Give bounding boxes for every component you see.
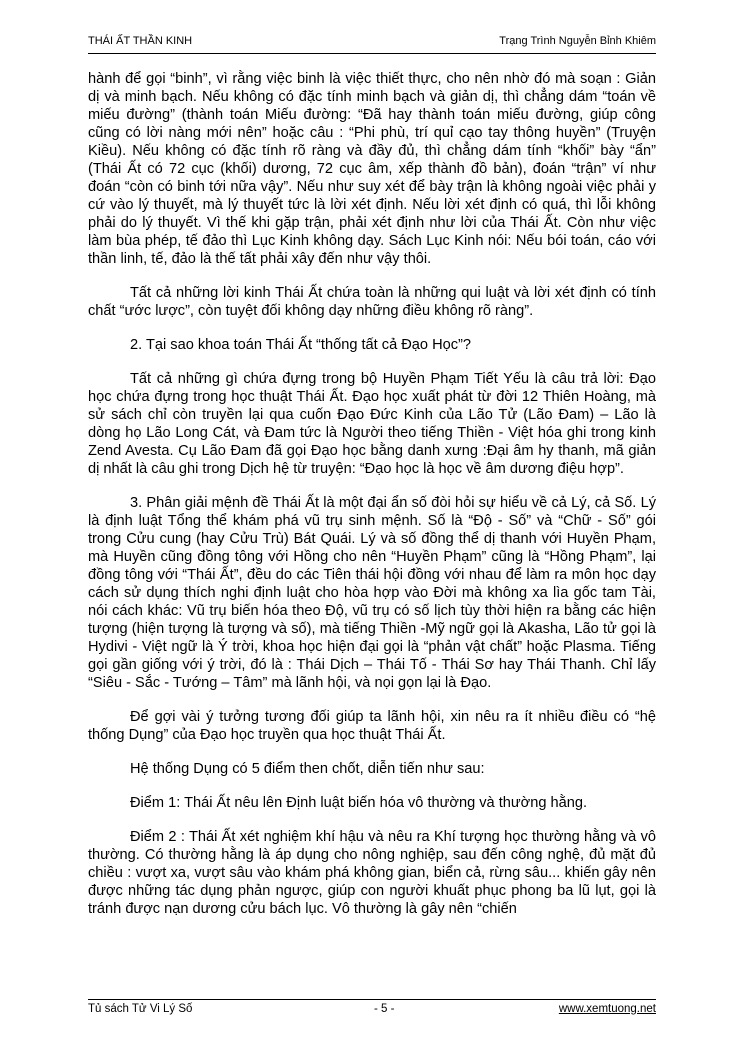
footer-collection: Tủ sách Tử Vi Lý Số (88, 1003, 193, 1015)
header-book-title: THÁI ẤT THẦN KINH (88, 35, 193, 47)
header-author: Trạng Trình Nguyễn Bỉnh Khiêm (499, 35, 656, 47)
paragraph: Hệ thống Dụng có 5 điểm then chốt, diễn tiến như sau: (130, 761, 485, 777)
page-footer (88, 999, 656, 1020)
paragraph: hành để gọi “binh”, vì rằng việc binh là việc thiết thực, cho nên nhờ đó mà soạn : Giản dị và minh bạch. Nếu không có đặc tính minh bạch và giản dị, thì chẳng dám “toán về miếu đường” (thành toán Miếu đường: “Đã hay thành toán miếu đường, giúp công cũng có lời nàng mới nên” hoặc câu : “Phi phù, trí quỉ cạo tay thông huyền” (Truyện Kiều). Nếu không có đặc tính rõ ràng và đầy đủ, thì chẳng dám tính “khối” bày “ẩn” (Thái Ất có 72 cục (khối) dương, 72 cục âm, xếp thành đồ bản), đoán “trận” ví như đoán “còn có binh tới nữa vậy”. Nếu như suy xét để bày trận là không ngoài việc phải y cứ vào lý thuyết, mà lý thuyết tức là lời xét định. Nếu lời xét định có quá, thì lỗi không phải do lý thuyết. Vì thế khi gặp trận, phải xét định như lời của Thái Ất. Còn như việc làm bùa phép, tế đảo thì Lục Kinh không dạy. Sách Lục Kinh nói: Nếu bói toán, cáo với thần linh, tế, đảo là thế tất phải xây đến như vậy thôi. (88, 71, 656, 267)
paragraph: 3. Phân giải mệnh đề Thái Ất là một đại ẩn số đòi hỏi sự hiểu về cả Lý, cả Số. Lý là định luật Tổng thể khám phá vũ trụ sinh mệnh. Số là “Độ - Số” và “Chữ - Số” gói trong Cửu cung (hay Cửu Trù) Bát Quái. Lý và số đồng thể dị thanh với Huyền Phạm, mà Huyền cũng đồng tông với Hồng cho nên “Huyền Phạm” cũng là “Hồng Phạm”, lại đồng tông với “Thái Ất”, đều do các Tiên thái hội đồng với nhau để làm ra môn học dạy cách sử dụng thích nghi định luật cho hòa hợp vào Đời mà không xa lìa gốc tam Tài, nói cách khác: Vũ trụ biến hóa theo Độ, vũ trụ có số lịch tùy thời hiện ra bằng các hiện tượng (hiện tượng là tượng và số), mà tiếng Thiền -Mỹ ngữ gọi là Akasha, Lão tử gọi là Hydivi - Việt ngữ là Ý trời, khoa học hiện đại gọi là “phản vật chất” hoặc Plasma. Tiếng gọi gần giống với ý trời, đó là : Thái Dịch – Thái Tố - Thái Sơ hay Thái Thanh. Chỉ lấy “Siêu - Sắc - Tướng – Tâm” mà lãnh hội, và nọi gọn lại là Đạo. (88, 495, 656, 691)
paragraph: Tất cả những gì chứa đựng trong bộ Huyền Phạm Tiết Yếu là câu trả lời: Đạo học chứa đựng trong học thuật Thái Ất. Đạo học xuất phát từ đời 12 Thiên Hoàng, mà sử sách chỉ còn truyền lại qua cuốn Đạo Đức Kinh của Lão Tử (Lão Đam) – Lão là dòng họ Lão Long Cát, và Đam tức là Người theo tiếng Thiền - Việt hóa ghi trong kinh Zend Avesta. Cụ Lão Đam đã gọi Đạo học bằng danh xưng :Đại âm hy thanh, mã giản dị nhất là câu ghi trong Dịch hệ từ truyện: “Đạo học là học về âm dương điệu hợp”. (88, 371, 656, 477)
page-body (88, 70, 656, 934)
section-heading: 2. Tại sao khoa toán Thái Ất “thống tất cả Đạo Học”? (130, 337, 471, 353)
paragraph: Điểm 1: Thái Ất nêu lên Định luật biến hóa vô thường và thường hằng. (130, 795, 588, 811)
page-number: - 5 - (374, 1003, 395, 1015)
paragraph: Điểm 2 : Thái Ất xét nghiệm khí hậu và nêu ra Khí tượng học thường hằng và vô thường. Có thường hằng là áp dụng cho nông nghiệp, sau đến công nghệ, đủ mặt đủ chiều : vượt xa, vượt sâu vào khám phá không gian, biển cả, rừng sâu... khiến gây nên được những tác dụng phản ngược, giúp con người khuất phục phong ba lũ lụt, gọi là tránh được nạn dương cửu bách lục. Vô thường là gây nên “chiến (88, 829, 656, 917)
website-link[interactable]: www.xemtuong.net (558, 1003, 656, 1015)
paragraph: Tất cả những lời kinh Thái Ất chứa toàn là những qui luật và lời xét định có tính chất “ước lược”, còn tuyệt đối không dạy những điều không rõ ràng”. (88, 285, 656, 319)
paragraph: Để gợi vài ý tưởng tương đối giúp ta lãnh hội, xin nêu ra ít nhiều điều có “hệ thống Dụng” của Đạo học truyền qua học thuật Thái Ất. (88, 709, 656, 743)
page-header (88, 33, 656, 54)
